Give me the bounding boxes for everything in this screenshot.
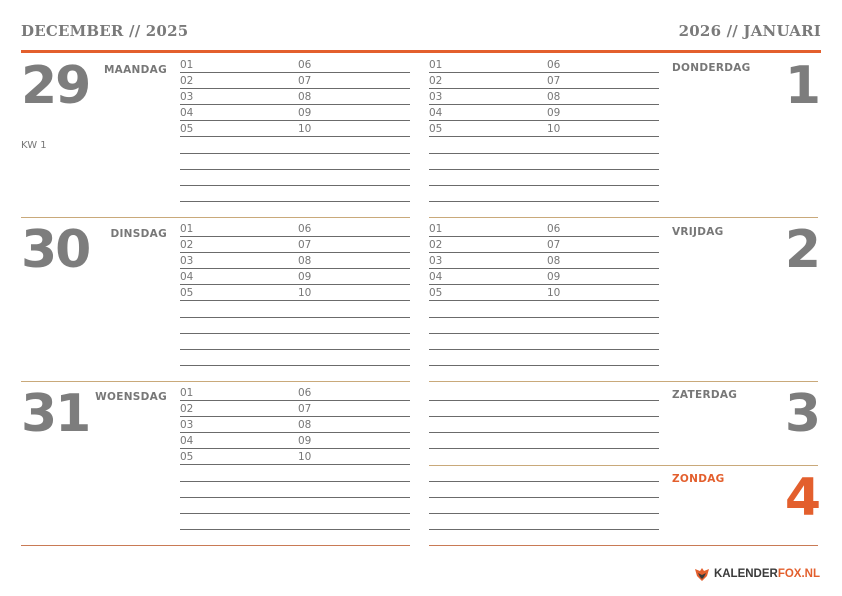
hour-label: 09 (298, 107, 312, 119)
hour-label: 05 (180, 123, 194, 135)
day-number-2: 2 (784, 220, 819, 280)
hour-label: 05 (429, 287, 443, 299)
hour-label: 04 (429, 107, 443, 119)
day-separator (21, 381, 410, 382)
ruled-line (429, 268, 659, 269)
ruled-line (429, 317, 659, 318)
hour-label: 01 (429, 59, 443, 71)
day-separator (429, 381, 818, 382)
ruled-line (180, 416, 410, 417)
ruled-line (429, 104, 659, 105)
ruled-line (429, 72, 659, 73)
hour-label: 06 (298, 387, 312, 399)
ruled-line (429, 400, 659, 401)
hour-label: 03 (180, 419, 194, 431)
hour-label: 10 (298, 287, 312, 299)
hour-label: 06 (547, 59, 561, 71)
ruled-line (429, 529, 659, 530)
ruled-line (429, 448, 659, 449)
ruled-line (429, 169, 659, 170)
hour-label: 10 (298, 451, 312, 463)
ruled-line (180, 268, 410, 269)
day-number-1: 1 (784, 56, 819, 116)
hour-label: 01 (180, 59, 194, 71)
ruled-line (180, 252, 410, 253)
day-name-zondag: ZONDAG (672, 473, 725, 485)
hour-label: 04 (180, 435, 194, 447)
day-number-31: 31 (21, 384, 90, 444)
hour-label: 04 (180, 107, 194, 119)
week-number: KW 1 (21, 140, 47, 151)
ruled-line (429, 136, 659, 137)
hour-label: 01 (180, 387, 194, 399)
hour-label: 02 (180, 75, 194, 87)
day-number-30: 30 (21, 220, 90, 280)
ruled-line (180, 497, 410, 498)
ruled-line (429, 497, 659, 498)
hour-label: 02 (180, 403, 194, 415)
hour-label: 05 (180, 287, 194, 299)
ruled-line (429, 300, 659, 301)
hour-label: 04 (180, 271, 194, 283)
hour-label: 06 (298, 223, 312, 235)
ruled-line (429, 513, 659, 514)
bottom-line (429, 545, 818, 546)
ruled-line (429, 284, 659, 285)
hour-label: 09 (298, 435, 312, 447)
ruled-line (429, 252, 659, 253)
day-name-donderdag: DONDERDAG (672, 62, 751, 74)
ruled-line (180, 284, 410, 285)
hour-label: 08 (298, 419, 312, 431)
hour-label: 03 (429, 91, 443, 103)
ruled-line (429, 333, 659, 334)
ruled-line (180, 120, 410, 121)
hour-label: 06 (547, 223, 561, 235)
hour-label: 09 (547, 107, 561, 119)
ruled-line (429, 185, 659, 186)
day-number-29: 29 (21, 56, 90, 116)
fox-icon (694, 566, 710, 582)
day-name-dinsdag: DINSDAG (110, 228, 167, 240)
ruled-line (180, 481, 410, 482)
ruled-line (180, 317, 410, 318)
ruled-line (180, 300, 410, 301)
ruled-line (180, 72, 410, 73)
hour-label: 08 (547, 91, 561, 103)
hour-label: 10 (298, 123, 312, 135)
ruled-line (180, 513, 410, 514)
ruled-line (429, 365, 659, 366)
hour-label: 07 (298, 403, 312, 415)
ruled-line (180, 185, 410, 186)
hour-label: 04 (429, 271, 443, 283)
ruled-line (180, 236, 410, 237)
ruled-line (180, 349, 410, 350)
hour-label: 10 (547, 123, 561, 135)
hour-label: 02 (429, 75, 443, 87)
bottom-line (21, 545, 410, 546)
day-separator (429, 465, 818, 466)
day-name-woensdag: WOENSDAG (95, 391, 167, 403)
ruled-line (180, 136, 410, 137)
ruled-line (429, 88, 659, 89)
header-right-month: 2026 // JANUARI (678, 22, 821, 40)
ruled-line (429, 481, 659, 482)
ruled-line (429, 120, 659, 121)
hour-label: 03 (429, 255, 443, 267)
hour-label: 07 (547, 75, 561, 87)
ruled-line (180, 464, 410, 465)
day-name-maandag: MAANDAG (103, 64, 167, 76)
day-separator (429, 217, 818, 218)
brand-name-part2: FOX.NL (777, 568, 820, 580)
hour-label: 03 (180, 255, 194, 267)
ruled-line (429, 201, 659, 202)
ruled-line (180, 448, 410, 449)
ruled-line (429, 349, 659, 350)
header-left-month: DECEMBER // 2025 (21, 22, 189, 40)
hour-label: 08 (298, 255, 312, 267)
hour-label: 07 (547, 239, 561, 251)
hour-label: 02 (429, 239, 443, 251)
day-separator (21, 217, 410, 218)
header-divider (21, 50, 821, 53)
ruled-line (180, 169, 410, 170)
ruled-line (429, 416, 659, 417)
day-name-zaterdag: ZATERDAG (672, 389, 738, 401)
hour-label: 09 (298, 271, 312, 283)
ruled-line (180, 104, 410, 105)
hour-label: 10 (547, 287, 561, 299)
ruled-line (180, 365, 410, 366)
hour-label: 06 (298, 59, 312, 71)
hour-label: 03 (180, 91, 194, 103)
hour-label: 05 (429, 123, 443, 135)
hour-label: 07 (298, 239, 312, 251)
day-number-4: 4 (784, 468, 819, 528)
ruled-line (429, 153, 659, 154)
ruled-line (180, 432, 410, 433)
hour-label: 01 (429, 223, 443, 235)
hour-label: 02 (180, 239, 194, 251)
hour-label: 07 (298, 75, 312, 87)
hour-label: 05 (180, 451, 194, 463)
ruled-line (180, 88, 410, 89)
ruled-line (180, 333, 410, 334)
hour-label: 09 (547, 271, 561, 283)
ruled-line (180, 529, 410, 530)
ruled-line (180, 201, 410, 202)
day-name-vrijdag: VRIJDAG (672, 226, 724, 238)
brand-logo (694, 566, 820, 582)
hour-label: 08 (547, 255, 561, 267)
ruled-line (180, 400, 410, 401)
ruled-line (429, 236, 659, 237)
ruled-line (429, 432, 659, 433)
hour-label: 08 (298, 91, 312, 103)
ruled-line (180, 153, 410, 154)
day-number-3: 3 (784, 384, 819, 444)
brand-name-part1: KALENDER (713, 568, 778, 580)
hour-label: 01 (180, 223, 194, 235)
